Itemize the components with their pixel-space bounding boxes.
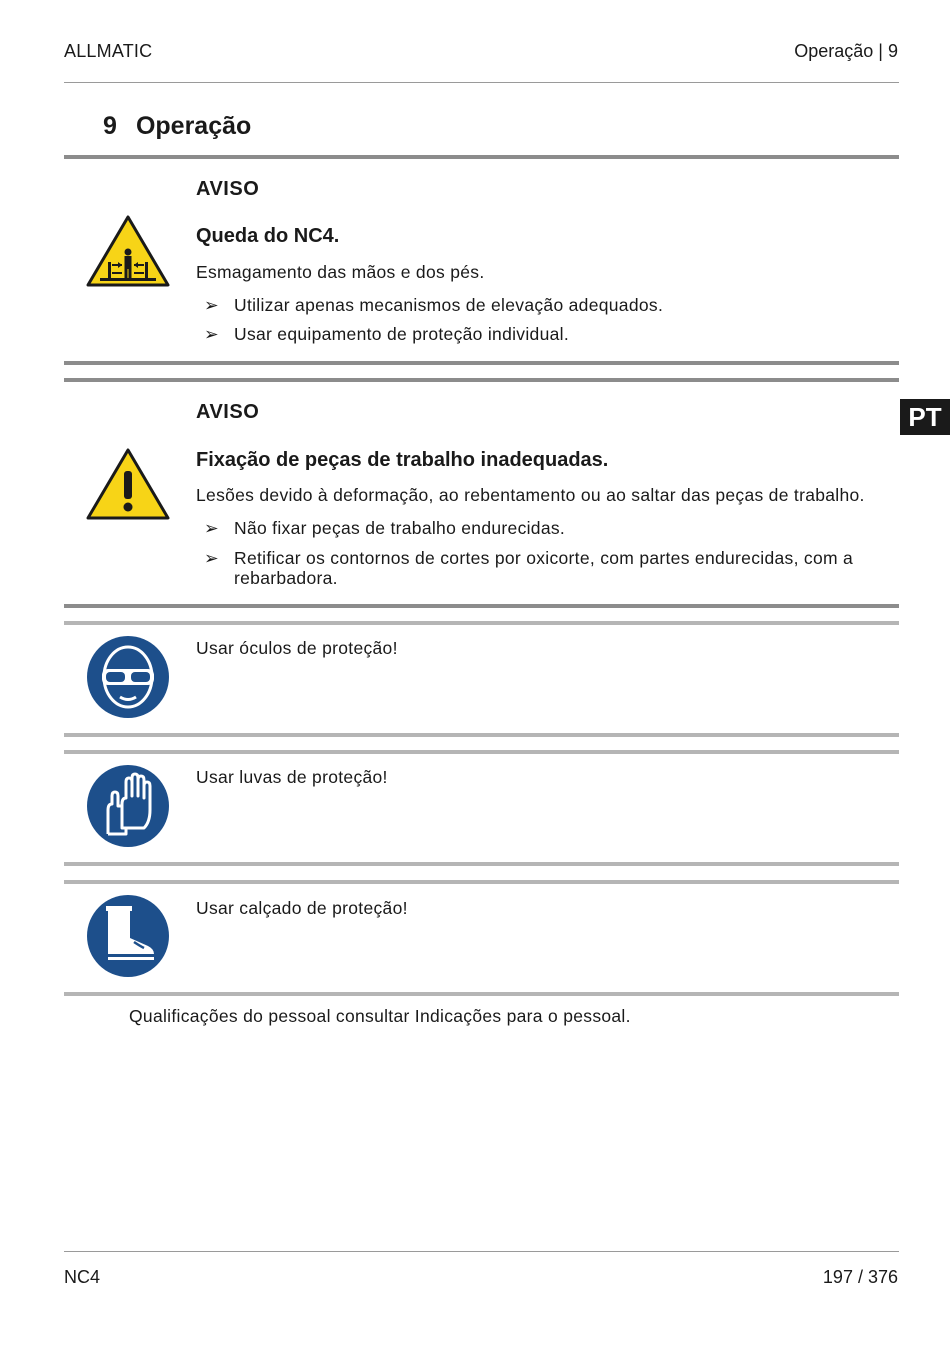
bullet-arrow-icon: ➢ [204, 295, 219, 315]
warning-2-top-rule [64, 378, 899, 382]
chapter-number: 9 [103, 112, 117, 140]
general-warning-icon [86, 447, 170, 521]
bullet-text: Não fixar peças de trabalho endurecidas. [234, 518, 566, 538]
warning-2-description: Lesões devido à deformação, ao rebentamento ou ao saltar das peças de trabalho. [196, 485, 865, 505]
crushing-hazard-icon [86, 214, 170, 288]
warning-2-bottom-rule [64, 604, 899, 608]
bullet-arrow-icon: ➢ [204, 548, 219, 568]
mandatory-2-top-rule [64, 750, 899, 754]
mandatory-3-top-rule [64, 880, 899, 884]
mandatory-1-text: Usar óculos de proteção! [196, 638, 398, 658]
header-divider [64, 82, 899, 83]
mandatory-2-text: Usar luvas de proteção! [196, 767, 388, 787]
mandatory-3-bottom-rule [64, 992, 899, 996]
warning-1-bullet-1 [204, 295, 864, 315]
warning-2-bullet-1 [204, 518, 864, 538]
language-tab: PT [900, 399, 950, 435]
warning-2-label: AVISO [196, 401, 260, 423]
bullet-arrow-icon: ➢ [204, 518, 219, 538]
footer-page-number: 197 / 376 [822, 1267, 898, 1287]
warning-1-label: AVISO [196, 178, 260, 200]
bullet-text: Usar equipamento de proteção individual. [234, 324, 569, 344]
warning-1-bottom-rule [64, 361, 899, 365]
qualification-note: Qualificações do pessoal consultar Indicações para o pessoal. [129, 1006, 631, 1026]
mandatory-1-bottom-rule [64, 733, 899, 737]
chapter-title [103, 112, 251, 141]
footer-product: NC4 [64, 1267, 101, 1287]
mandatory-1-top-rule [64, 621, 899, 625]
warning-1-description: Esmagamento das mãos e dos pés. [196, 262, 485, 282]
bullet-arrow-icon: ➢ [204, 324, 219, 344]
warning-1-title: Queda do NC4. [196, 225, 340, 247]
safety-goggles-icon [86, 635, 170, 719]
mandatory-2-bottom-rule [64, 862, 899, 866]
bullet-text: Utilizar apenas mecanismos de elevação adequados. [234, 295, 664, 315]
footer-divider [64, 1251, 899, 1252]
protective-gloves-icon [86, 764, 170, 848]
warning-2-title: Fixação de peças de trabalho inadequadas. [196, 449, 609, 471]
safety-boots-icon [86, 894, 170, 978]
warning-1-bullet-2 [204, 324, 864, 344]
header-section: Operação | 9 [794, 41, 898, 61]
warning-2-bullet-2 [204, 548, 864, 588]
chapter-title-text: Operação [135, 112, 252, 140]
warning-1-top-rule [64, 155, 899, 159]
bullet-text: Retificar os contornos de cortes por oxicorte, com partes endurecidas, com a rebarbadora. [234, 548, 854, 588]
mandatory-3-text: Usar calçado de proteção! [196, 898, 408, 918]
header-brand: ALLMATIC [64, 41, 153, 61]
